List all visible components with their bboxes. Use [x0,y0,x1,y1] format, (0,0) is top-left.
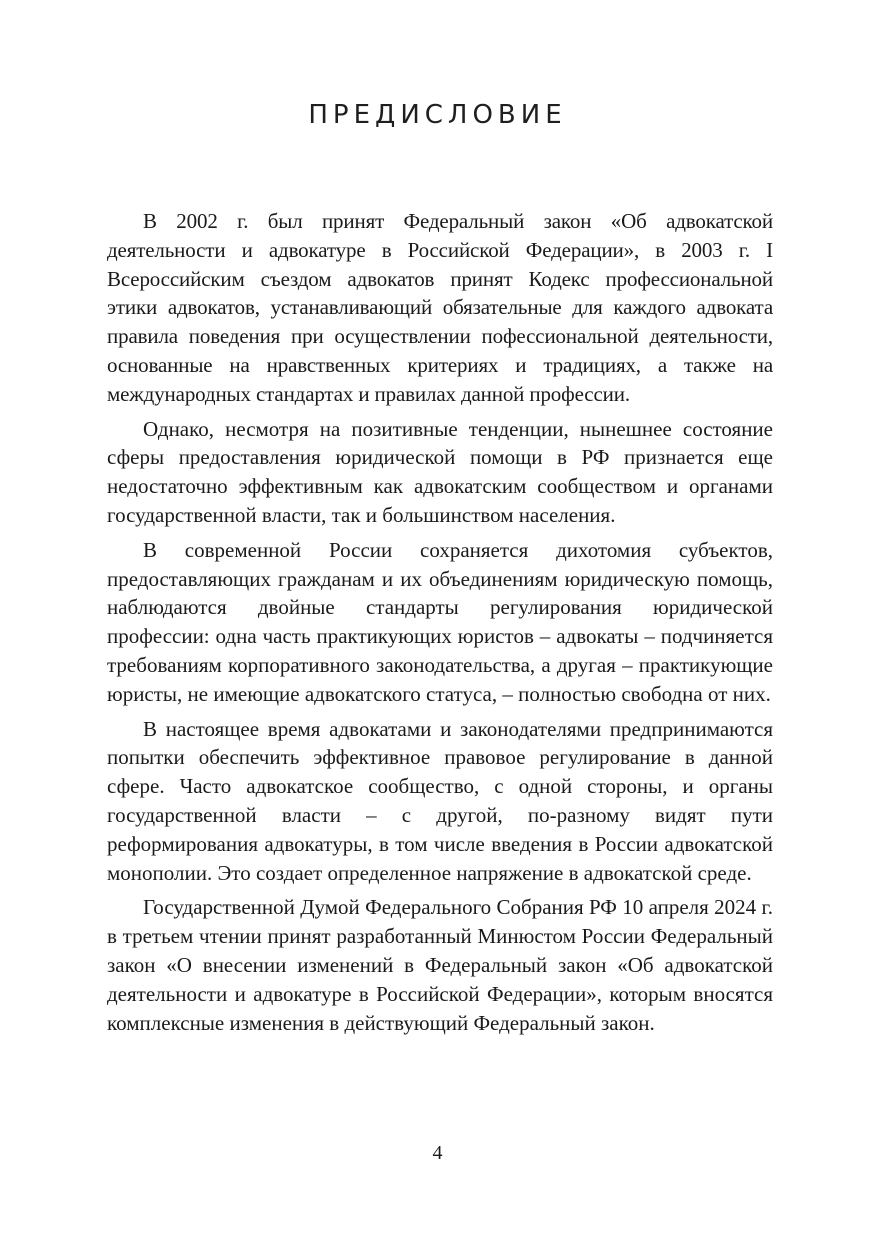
paragraph-3: В современной России сохраняется дихотомия субъектов, предоставляющих гражданам и их объединениям юридическую помощь, наблюдаются двойные стандарты регулирования юридической профессии: одна часть практикующих юристов – адвокаты – подчиняется требованиям корпоративного законодательства, а другая – практикующие юристы, не имеющие адвокатского статуса, – полностью свободна от них. [107,537,773,706]
paragraph-1: В 2002 г. был принят Федеральный закон «Об адвокатской деятельности и адвокатуре в Российской Федерации», в 2003 г. I Всероссийским съездом адвокатов принят Кодекс профессиональной этики адвокатов, устанавливающий обязательные для каждого адвоката правила поведения при осуществлении пофессиональной деятельности, основанные на нравственных критериях и традициях, а также на международных стандартах и правилах данной профессии. [107,209,773,406]
paragraph-4: В настоящее время адвокатами и законодателями предпринимаются попытки обеспечить эффективное правовое регулирование в данной сфере. Часто адвокатское сообщество, с одной стороны, и органы государственной власти – с другой, по-разному видят пути реформирования адвокатуры, в том числе введения в России адвокатской монополии. Это создает определенное напряжение в адвокатской среде. [107,716,773,885]
page-title: ПРЕДИСЛОВИЕ [308,100,567,130]
paragraph-5: Государственной Думой Федерального Собрания РФ 10 апреля 2024 г. в третьем чтении принят разработанный Минюстом России Федеральный закон «О внесении изменений в Федеральный закон «Об адвокатской деятельности и адвокатуре в Российской Федерации», которым вносятся комплексные изменения в действующий Федеральный закон. [107,895,773,1035]
page-number: 4 [432,1142,443,1164]
paragraph-2: Однако, несмотря на позитивные тенденции, нынешнее состояние сферы предоставления юридической помощи в РФ признается еще недостаточно эффективным как адвокатским сообществом и органами государственной власти, так и большинством населения. [107,416,773,527]
body-text [107,207,773,1043]
